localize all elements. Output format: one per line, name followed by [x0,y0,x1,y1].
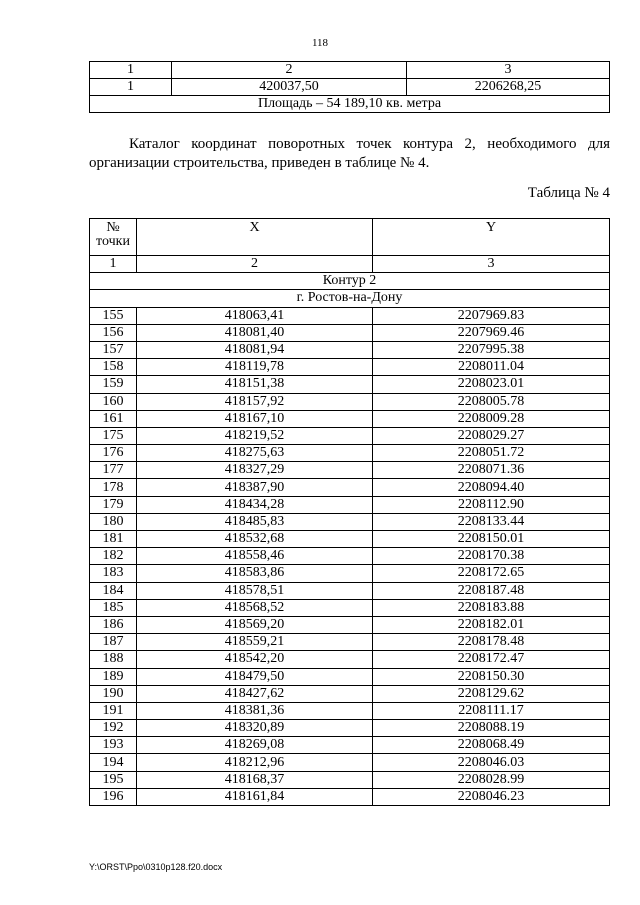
point-number-cell: 187 [90,634,137,651]
contour-row [90,273,610,290]
y-coordinate-cell: 2208183.88 [373,599,610,616]
x-coordinate-cell: 418327,29 [137,462,373,479]
x-coordinate-cell: 418157,92 [137,393,373,410]
table-row [90,324,610,341]
point-number-cell: 185 [90,599,137,616]
table-row [90,616,610,633]
y-coordinate-cell: 2208150.01 [373,531,610,548]
x-coordinate-cell: 418558,46 [137,548,373,565]
y-coordinate-cell: 2208046.03 [373,754,610,771]
table-row [90,513,610,530]
header-cell: X [137,219,373,256]
area-row [90,96,610,113]
y-coordinate-cell: 2208051.72 [373,445,610,462]
x-coordinate-cell: 418212,96 [137,754,373,771]
table-row [90,754,610,771]
numbering-cell: 1 [90,256,137,273]
point-number-cell: 184 [90,582,137,599]
x-coordinate-cell: 418081,94 [137,341,373,358]
x-coordinate-cell: 418161,84 [137,788,373,805]
table-row [90,634,610,651]
table-row [90,788,610,805]
y-coordinate-cell: 2207969.46 [373,324,610,341]
x-coordinate-cell: 418381,36 [137,702,373,719]
y-coordinate-cell: 2208029.27 [373,427,610,444]
x-coordinate-cell: 418532,68 [137,531,373,548]
area-cell: Площадь – 54 189,10 кв. метра [90,96,610,113]
x-coordinate-cell: 418081,40 [137,324,373,341]
x-coordinate-cell: 418269,08 [137,737,373,754]
table-row [90,771,610,788]
point-number-cell: 191 [90,702,137,719]
table-header-row [90,219,610,256]
y-coordinate-cell: 2208170.38 [373,548,610,565]
x-coordinate-cell: 418578,51 [137,582,373,599]
table-header-row [90,62,610,79]
y-coordinate-cell: 2208172.65 [373,565,610,582]
point-number-cell: 182 [90,548,137,565]
x-coordinate-cell: 418583,86 [137,565,373,582]
numbering-cell: 2 [137,256,373,273]
table-row [90,359,610,376]
point-number-cell: 181 [90,531,137,548]
catalog-paragraph: Каталог координат поворотных точек контура 2, необходимого для организации строительства, приведен в таблице № 4. [89,136,610,171]
x-coordinate-cell: 418320,89 [137,720,373,737]
y-coordinate-cell: 2208129.62 [373,685,610,702]
x-coordinate-cell: 418119,78 [137,359,373,376]
y-coordinate-cell: 2208094.40 [373,479,610,496]
point-number-cell: 156 [90,324,137,341]
point-number-cell: 194 [90,754,137,771]
table-row [90,341,610,358]
table-row [90,462,610,479]
y-coordinate-cell: 2208182.01 [373,616,610,633]
x-coordinate-cell: 418485,83 [137,513,373,530]
point-number-cell: 183 [90,565,137,582]
numbering-cell: 3 [373,256,610,273]
table-row [90,79,610,96]
file-path-footer: Y:\ORST\Ppo\0310p128.f20.docx [89,862,223,872]
x-coordinate-cell: 418559,21 [137,634,373,651]
point-number-cell: 180 [90,513,137,530]
table-row [90,410,610,427]
x-coordinate-cell: 418542,20 [137,651,373,668]
table-row [90,496,610,513]
y-coordinate-cell: 2208178.48 [373,634,610,651]
point-number-cell: 178 [90,479,137,496]
y-coordinate-cell: 2208150.30 [373,668,610,685]
x-coordinate-cell: 418167,10 [137,410,373,427]
point-number-cell: 196 [90,788,137,805]
point-number-cell: 188 [90,651,137,668]
table-caption: Таблица № 4 [527,185,610,201]
y-coordinate-cell: 2208088.19 [373,720,610,737]
x-coordinate-cell: 418434,28 [137,496,373,513]
point-number-cell: 179 [90,496,137,513]
header-cell: 1 [90,62,172,79]
point-number-cell: 157 [90,341,137,358]
table-row [90,668,610,685]
x-coordinate-cell: 418168,37 [137,771,373,788]
table-row [90,599,610,616]
point-number-cell: 160 [90,393,137,410]
table-row [90,307,610,324]
point-number-cell: 161 [90,410,137,427]
y-coordinate-cell: 2208046.23 [373,788,610,805]
x-coordinate-cell: 418569,20 [137,616,373,633]
table-row [90,582,610,599]
point-number-cell: 1 [90,79,172,96]
table-row [90,720,610,737]
point-number-cell: 192 [90,720,137,737]
y-coordinate-cell: 2208187.48 [373,582,610,599]
city-row [90,290,610,307]
table-row [90,685,610,702]
point-number-cell: 193 [90,737,137,754]
table-row [90,651,610,668]
point-number-cell: 175 [90,427,137,444]
point-number-cell: 159 [90,376,137,393]
table-row [90,737,610,754]
point-number-cell: 176 [90,445,137,462]
y-coordinate-cell: 2208023.01 [373,376,610,393]
y-coordinate-cell: 2208172.47 [373,651,610,668]
contour-cell: Контур 2 [90,273,610,290]
table-row [90,427,610,444]
table-row [90,565,610,582]
table-row [90,548,610,565]
x-coordinate-cell: 420037,50 [172,79,407,96]
header-cell: № точки [90,219,137,256]
table-row [90,702,610,719]
y-coordinate-cell: 2208009.28 [373,410,610,427]
header-cell: 3 [407,62,610,79]
table-row [90,393,610,410]
y-coordinate-cell: 2208005.78 [373,393,610,410]
table-row [90,479,610,496]
x-coordinate-cell: 418427,62 [137,685,373,702]
point-number-cell: 189 [90,668,137,685]
coordinates-table [89,218,610,806]
y-coordinate-cell: 2208112.90 [373,496,610,513]
x-coordinate-cell: 418151,38 [137,376,373,393]
city-cell: г. Ростов-на-Дону [90,290,610,307]
area-table [89,61,610,113]
point-number-cell: 158 [90,359,137,376]
y-coordinate-cell: 2208071.36 [373,462,610,479]
x-coordinate-cell: 418063,41 [137,307,373,324]
x-coordinate-cell: 418219,52 [137,427,373,444]
y-coordinate-cell: 2207969.83 [373,307,610,324]
x-coordinate-cell: 418568,52 [137,599,373,616]
y-coordinate-cell: 2208028.99 [373,771,610,788]
point-number-cell: 155 [90,307,137,324]
point-number-cell: 186 [90,616,137,633]
point-number-cell: 190 [90,685,137,702]
header-cell: 2 [172,62,407,79]
x-coordinate-cell: 418479,50 [137,668,373,685]
y-coordinate-cell: 2208133.44 [373,513,610,530]
column-numbering-row [90,256,610,273]
table-row [90,445,610,462]
x-coordinate-cell: 418275,63 [137,445,373,462]
point-number-cell: 177 [90,462,137,479]
y-coordinate-cell: 2208011.04 [373,359,610,376]
y-coordinate-cell: 2206268,25 [407,79,610,96]
y-coordinate-cell: 2208111.17 [373,702,610,719]
y-coordinate-cell: 2208068.49 [373,737,610,754]
table-row [90,531,610,548]
x-coordinate-cell: 418387,90 [137,479,373,496]
coordinates-body [90,307,610,805]
point-number-cell: 195 [90,771,137,788]
page-number: 118 [311,37,329,49]
table-row [90,376,610,393]
header-cell: Y [373,219,610,256]
y-coordinate-cell: 2207995.38 [373,341,610,358]
